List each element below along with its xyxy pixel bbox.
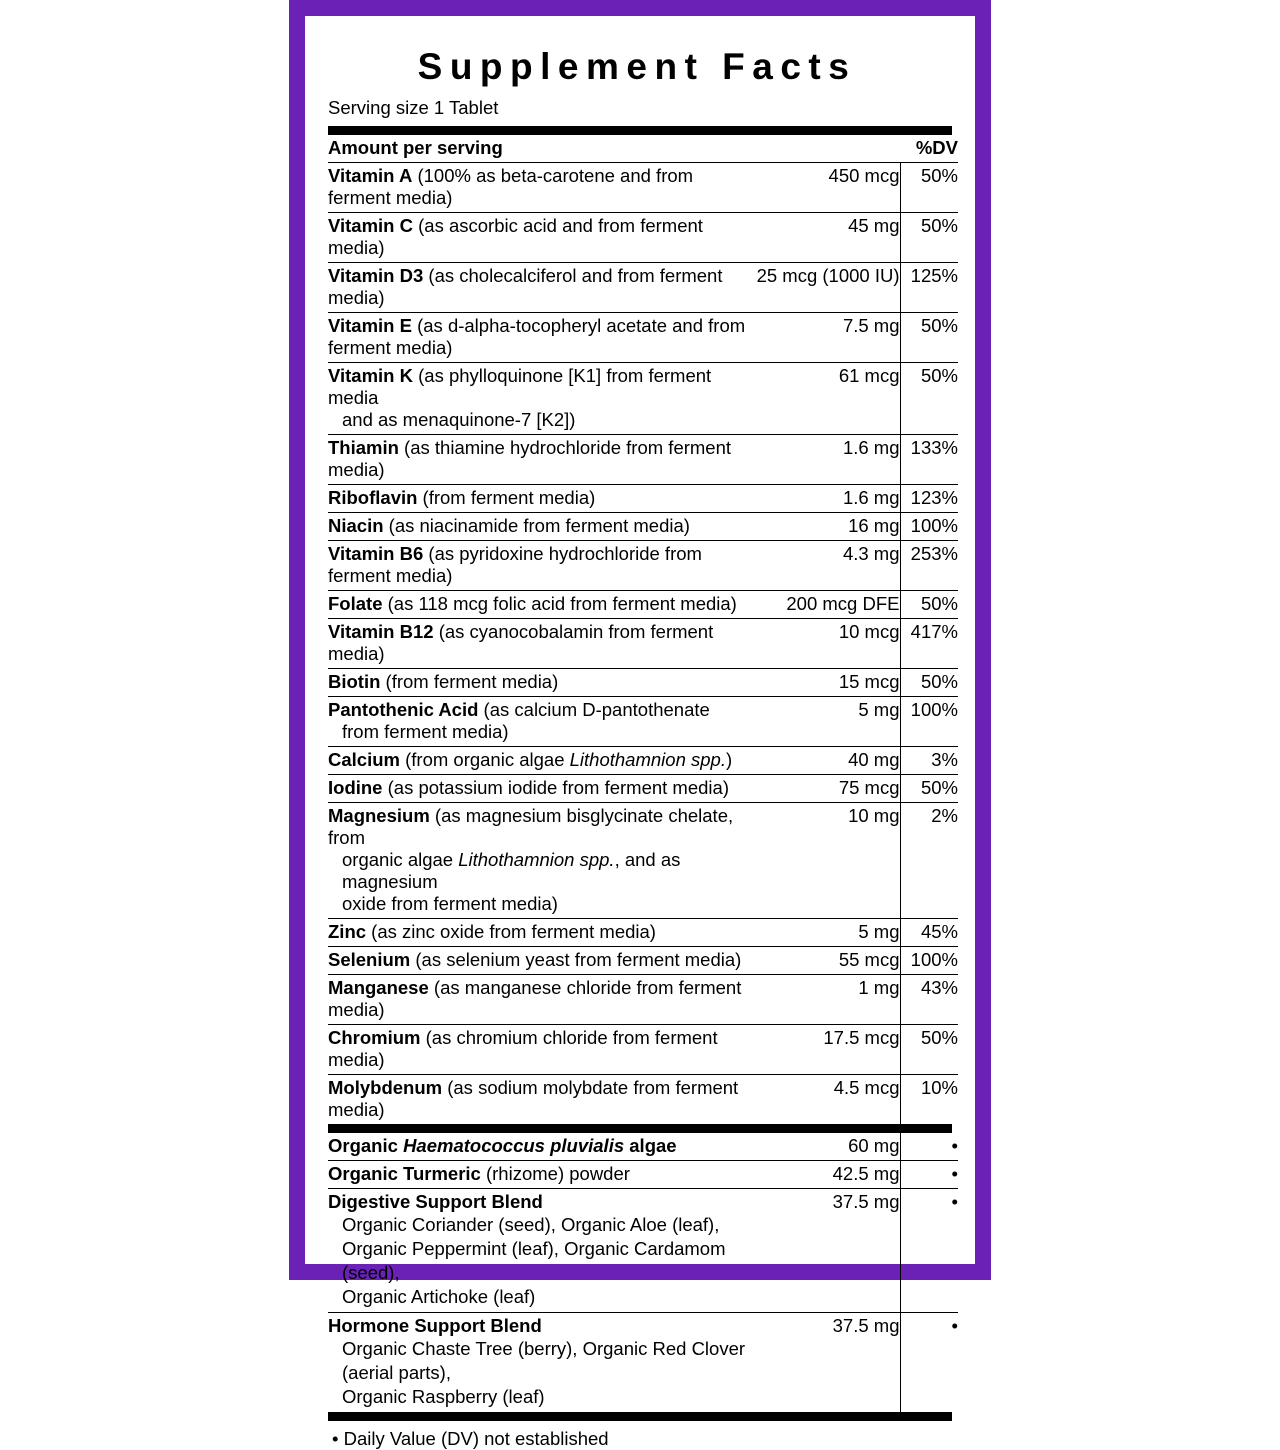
nutrient-amount: 5 mg <box>750 697 900 747</box>
table-row <box>328 541 958 591</box>
table-row <box>328 1161 958 1189</box>
nutrient-dv: 100% <box>900 513 958 541</box>
table-row <box>328 919 958 947</box>
nutrient-amount: 45 mg <box>750 213 900 263</box>
nutrient-desc-line3: oxide from ferment media) <box>342 893 558 914</box>
nutrient-dv: 50% <box>900 591 958 619</box>
nutrient-amount: 7.5 mg <box>750 313 900 363</box>
nutrient-amount: 5 mg <box>750 919 900 947</box>
nutrient-amount: 55 mcg <box>750 947 900 975</box>
nutrient-desc: (as niacinamide from ferment media) <box>383 515 690 536</box>
dv-header: %DV <box>915 137 958 158</box>
table-row <box>328 975 958 1025</box>
serving-size: Serving size 1 Tablet <box>328 97 499 118</box>
nutrient-amount: 1.6 mg <box>750 485 900 513</box>
nutrient-amount: 17.5 mcg <box>750 1025 900 1075</box>
nutrient-name: Magnesium <box>328 805 430 826</box>
nutrient-amount: 16 mg <box>750 513 900 541</box>
nutrient-desc-line2: from ferment media) <box>342 721 509 742</box>
page-title: Supplement Facts <box>417 46 857 87</box>
nutrient-dv: 123% <box>900 485 958 513</box>
nutrient-desc: (as ascorbic acid and from ferment media) <box>328 215 703 258</box>
nutrient-desc: (100% as beta-carotene and from ferment media) <box>328 165 694 208</box>
table-row <box>328 435 958 485</box>
thick-rule-bottom <box>328 1412 952 1421</box>
table-row <box>328 803 958 919</box>
ingredient-dv: • <box>900 1161 958 1189</box>
nutrient-desc: (as zinc oxide from ferment media) <box>366 921 656 942</box>
nutrient-desc: (from organic algae Lithothamnion spp.) <box>399 749 733 770</box>
nutrient-name: Pantothenic Acid <box>328 699 479 720</box>
supplement-facts-panel <box>322 36 958 1449</box>
nutrient-name: Iodine <box>328 777 383 798</box>
table-row <box>328 363 958 435</box>
nutrient-desc: (as calcium D-pantothenate <box>478 699 710 720</box>
table-row <box>328 263 958 313</box>
table-row <box>328 1133 958 1161</box>
nutrient-dv: 100% <box>900 947 958 975</box>
nutrient-dv: 50% <box>900 213 958 263</box>
nutrient-desc: (as chromium chloride from ferment media) <box>328 1027 718 1070</box>
nutrient-dv: 50% <box>900 163 958 213</box>
nutrient-name: Vitamin C <box>328 215 413 236</box>
nutrient-desc: (as d-alpha-tocopheryl acetate and from ferment media) <box>328 315 746 358</box>
daily-value-footnote: • Daily Value (DV) not established <box>332 1428 609 1449</box>
nutrient-name: Manganese <box>328 977 429 998</box>
thick-rule-top <box>328 126 952 135</box>
ingredient-name: Organic Turmeric <box>328 1163 481 1184</box>
table-row <box>328 1025 958 1075</box>
nutrient-name: Riboflavin <box>328 487 418 508</box>
nutrient-dv: 50% <box>900 363 958 435</box>
table-row <box>328 1313 958 1413</box>
ingredient-amount: 60 mg <box>750 1133 900 1161</box>
nutrient-dv: 50% <box>900 775 958 803</box>
nutrient-dv: 133% <box>900 435 958 485</box>
nutrient-desc: (as 118 mcg folic acid from ferment media) <box>382 593 737 614</box>
table-row <box>328 619 958 669</box>
nutrient-dv: 50% <box>900 1025 958 1075</box>
nutrient-amount: 10 mcg <box>750 619 900 669</box>
blend-dv: • <box>900 1189 958 1313</box>
nutrient-desc: (from ferment media) <box>380 671 559 692</box>
table-row <box>328 485 958 513</box>
nutrient-desc: (as thiamine hydrochloride from ferment media) <box>328 437 732 480</box>
blend-line: Organic Coriander (seed), Organic Aloe (leaf), <box>342 1214 720 1235</box>
nutrient-name: Zinc <box>328 921 367 942</box>
blend-name: Digestive Support Blend <box>328 1191 543 1212</box>
thick-rule-middle <box>328 1124 952 1133</box>
nutrient-amount: 200 mcg DFE <box>750 591 900 619</box>
nutrient-name: Vitamin B6 <box>328 543 424 564</box>
nutrient-dv: 417% <box>900 619 958 669</box>
nutrient-dv: 45% <box>900 919 958 947</box>
amount-per-serving-header: Amount per serving <box>328 137 503 158</box>
nutrient-amount: 15 mcg <box>750 669 900 697</box>
nutrient-desc: (as cyanocobalamin from ferment media) <box>328 621 714 664</box>
nutrient-amount: 75 mcg <box>750 775 900 803</box>
nutrient-name: Biotin <box>328 671 381 692</box>
nutrient-name: Vitamin K <box>328 365 413 386</box>
nutrient-amount: 4.5 mcg <box>833 1077 900 1098</box>
nutrient-name: Folate <box>328 593 383 614</box>
nutrient-desc: (as sodium molybdate from ferment media) <box>328 1077 739 1120</box>
table-row <box>328 747 958 775</box>
nutrient-desc: (as magnesium bisglycinate chelate, from <box>328 805 734 848</box>
blend-name: Hormone Support Blend <box>328 1315 542 1336</box>
table-row <box>328 775 958 803</box>
nutrient-desc: (as pyridoxine hydrochloride from ferment media) <box>328 543 702 586</box>
table-header-row <box>328 135 958 163</box>
nutrient-dv: 50% <box>900 669 958 697</box>
nutrient-amount: 4.3 mg <box>750 541 900 591</box>
ingredient-desc: (rhizome) powder <box>480 1163 630 1184</box>
nutrient-desc: (as cholecalciferol and from ferment media) <box>328 265 723 308</box>
ingredient-name: Organic Haematococcus pluvialis algae <box>328 1135 677 1156</box>
nutrient-desc: (as selenium yeast from ferment media) <box>410 949 742 970</box>
nutrient-dv: 253% <box>900 541 958 591</box>
nutrient-desc: (as potassium iodide from ferment media) <box>382 777 729 798</box>
nutrient-amount: 450 mcg <box>750 163 900 213</box>
nutrient-dv: 10% <box>900 1075 958 1125</box>
nutrient-name: Niacin <box>328 515 384 536</box>
nutrient-name: Calcium <box>328 749 400 770</box>
table-row <box>328 697 958 747</box>
table-row <box>328 669 958 697</box>
nutrient-dv: 50% <box>900 313 958 363</box>
table-row <box>328 313 958 363</box>
other-ingredients-table <box>328 1133 958 1412</box>
nutrient-name: Vitamin E <box>328 315 412 336</box>
nutrient-desc: (as manganese chloride from ferment media) <box>328 977 742 1020</box>
ingredient-dv: • <box>900 1133 958 1161</box>
nutrient-name: Thiamin <box>328 437 399 458</box>
nutrient-name: Molybdenum <box>328 1077 443 1098</box>
blend-line: Organic Raspberry (leaf) <box>342 1386 545 1407</box>
table-row <box>328 213 958 263</box>
blend-line: Organic Chaste Tree (berry), Organic Red Clover (aerial parts), <box>342 1338 746 1383</box>
nutrient-dv: 3% <box>900 747 958 775</box>
nutrition-table <box>328 135 958 1124</box>
nutrient-name: Chromium <box>328 1027 421 1048</box>
table-row <box>328 1189 958 1313</box>
table-row <box>328 947 958 975</box>
nutrient-dv: 100% <box>900 697 958 747</box>
nutrient-name: Selenium <box>328 949 411 970</box>
nutrient-desc-line2: organic algae Lithothamnion spp., and as magnesium <box>342 849 681 892</box>
blend-amount: 37.5 mg <box>832 1315 900 1336</box>
nutrient-desc: (as phylloquinone [K1] from ferment media <box>328 365 712 408</box>
nutrient-amount: 25 mcg (1000 IU) <box>750 263 900 313</box>
nutrient-dv: 2% <box>900 803 958 919</box>
nutrient-name: Vitamin A <box>328 165 413 186</box>
nutrient-dv: 43% <box>900 975 958 1025</box>
nutrient-desc-line2: and as menaquinone-7 [K2]) <box>342 409 576 430</box>
nutrient-amount: 40 mg <box>750 747 900 775</box>
table-row <box>328 513 958 541</box>
ingredient-amount: 42.5 mg <box>750 1161 900 1189</box>
nutrient-desc: (from ferment media) <box>417 487 596 508</box>
nutrient-name: Vitamin D3 <box>328 265 424 286</box>
nutrient-amount: 10 mg <box>750 803 900 919</box>
blend-line: Organic Peppermint (leaf), Organic Cardamom (seed), <box>342 1238 726 1283</box>
table-row <box>328 163 958 213</box>
table-row <box>328 591 958 619</box>
nutrient-amount: 1 mg <box>750 975 900 1025</box>
nutrient-name: Vitamin B12 <box>328 621 434 642</box>
blend-amount: 37.5 mg <box>750 1189 900 1313</box>
table-row <box>328 1075 958 1125</box>
nutrient-amount: 1.6 mg <box>750 435 900 485</box>
nutrient-dv: 125% <box>900 263 958 313</box>
blend-line: Organic Artichoke (leaf) <box>342 1286 536 1307</box>
blend-dv: • <box>900 1313 958 1413</box>
nutrient-amount: 61 mcg <box>750 363 900 435</box>
